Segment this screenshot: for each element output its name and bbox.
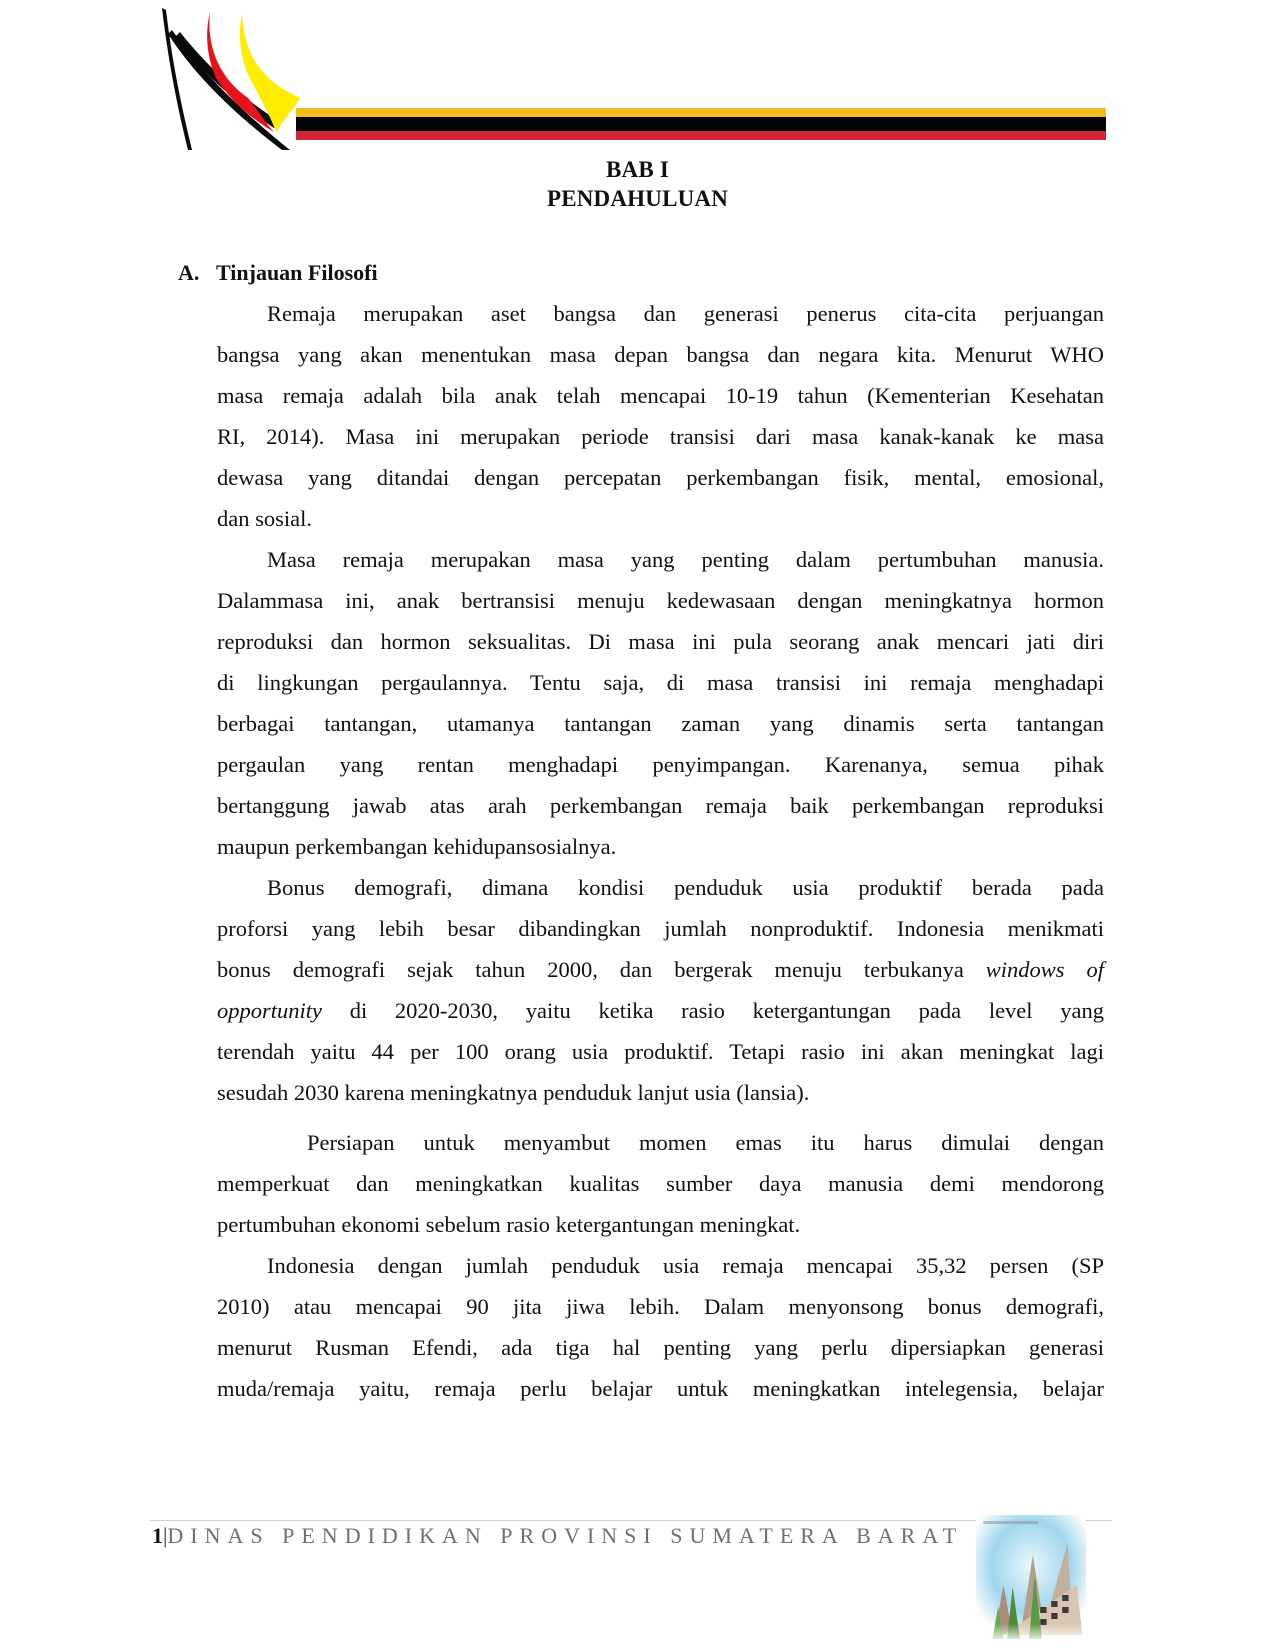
paragraph-line: dewasa yang ditandai dengan percepatan perkembangan fisik, mental, emosional, — [217, 465, 1104, 490]
paragraph-line: masa remaja adalah bila anak telah mencapai 10-19 tahun (Kementerian Kesehatan — [217, 383, 1104, 408]
paragraph-line: sesudah 2030 karena meningkatnya penduduk lanjut usia (lansia). — [217, 1080, 810, 1105]
stripe-red — [296, 131, 1106, 140]
office-building-image-icon — [976, 1515, 1086, 1643]
italic-term: windows of — [985, 957, 1104, 982]
paragraph-line: Remaja merupakan aset bangsa dan generasi penerus cita-cita perjuangan — [267, 301, 1104, 326]
chapter-label: BAB I — [606, 157, 669, 182]
paragraph-line: muda/remaja yaitu, remaja perlu belajar untuk meningkatkan intelegensia, belajar — [217, 1376, 1104, 1401]
paragraph-line: maupun perkembangan kehidupansosialnya. — [217, 834, 617, 859]
footer-organization: DINAS PENDIDIKAN PROVINSI SUMATERA BARAT — [167, 1523, 964, 1548]
line-text: bonus demografi sejak tahun 2000, dan bergerak menuju terbukanya — [217, 957, 964, 982]
paragraph-line: memperkuat dan meningkatkan kualitas sumber daya manusia demi mendorong — [217, 1171, 1104, 1196]
stripe-black — [296, 117, 1106, 131]
line-text: di 2020-2030, yaitu ketika rasio ketergantungan pada level yang — [349, 998, 1104, 1023]
paragraph-line: pergaulan yang rentan menghadapi penyimpangan. Karenanya, semua pihak — [217, 752, 1104, 777]
paragraph-line: dan sosial. — [217, 506, 312, 531]
page-number: 1 — [152, 1523, 163, 1548]
header-color-stripes — [296, 108, 1106, 144]
paragraph-line: Dalammasa ini, anak bertransisi menuju kedewasaan dengan meningkatnya hormon — [217, 588, 1104, 613]
paragraph-line: terendah yaitu 44 per 100 orang usia produktif. Tetapi rasio ini akan meningkat lagi — [217, 1039, 1104, 1064]
paragraph-line: reproduksi dan hormon seksualitas. Di masa ini pula seorang anak mencari jati diri — [217, 629, 1104, 654]
minangkabau-roof-logo-icon — [150, 0, 310, 160]
paragraph-line: 2010) atau mencapai 90 jita jiwa lebih. Dalam menyonsong bonus demografi, — [217, 1294, 1104, 1319]
section-title: Tinjauan Filosofi — [216, 260, 378, 285]
paragraph-line: berbagai tantangan, utamanya tantangan zaman yang dinamis serta tantangan — [217, 711, 1104, 736]
chapter-title: PENDAHULUAN — [546, 186, 729, 211]
section-number: A. — [178, 260, 200, 285]
paragraph-line: Persiapan untuk menyambut momen emas itu harus dimulai dengan — [307, 1130, 1104, 1155]
paragraph-line: Masa remaja merupakan masa yang penting dalam pertumbuhan manusia. — [267, 547, 1104, 572]
paragraph-line: RI, 2014). Masa ini merupakan periode transisi dari masa kanak-kanak ke masa — [217, 424, 1104, 449]
paragraph-line: di lingkungan pergaulannya. Tentu saja, di masa transisi ini remaja menghadapi — [217, 670, 1104, 695]
stripe-yellow — [296, 108, 1106, 117]
paragraph-line: pertumbuhan ekonomi sebelum rasio ketergantungan meningkat. — [217, 1212, 801, 1237]
footer-separator: | — [163, 1523, 168, 1548]
paragraph-line: bertanggung jawab atas arah perkembangan remaja baik perkembangan reproduksi — [217, 793, 1104, 818]
footer-divider — [150, 1520, 1112, 1521]
page-footer — [152, 1523, 963, 1549]
paragraph-line — [217, 955, 1104, 985]
paragraph-line: bangsa yang akan menentukan masa depan bangsa dan negara kita. Menurut WHO — [217, 342, 1104, 367]
paragraph-line: Bonus demografi, dimana kondisi penduduk usia produktif berada pada — [267, 875, 1104, 900]
paragraph-line — [217, 996, 1104, 1026]
paragraph-line: menurut Rusman Efendi, ada tiga hal penting yang perlu dipersiapkan generasi — [217, 1335, 1104, 1360]
paragraph-line: proforsi yang lebih besar dibandingkan jumlah nonproduktif. Indonesia menikmati — [217, 916, 1104, 941]
italic-term: opportunity — [217, 998, 322, 1023]
paragraph-line: Indonesia dengan jumlah penduduk usia remaja mencapai 35,32 persen (SP — [267, 1253, 1104, 1278]
section-heading — [178, 260, 378, 286]
